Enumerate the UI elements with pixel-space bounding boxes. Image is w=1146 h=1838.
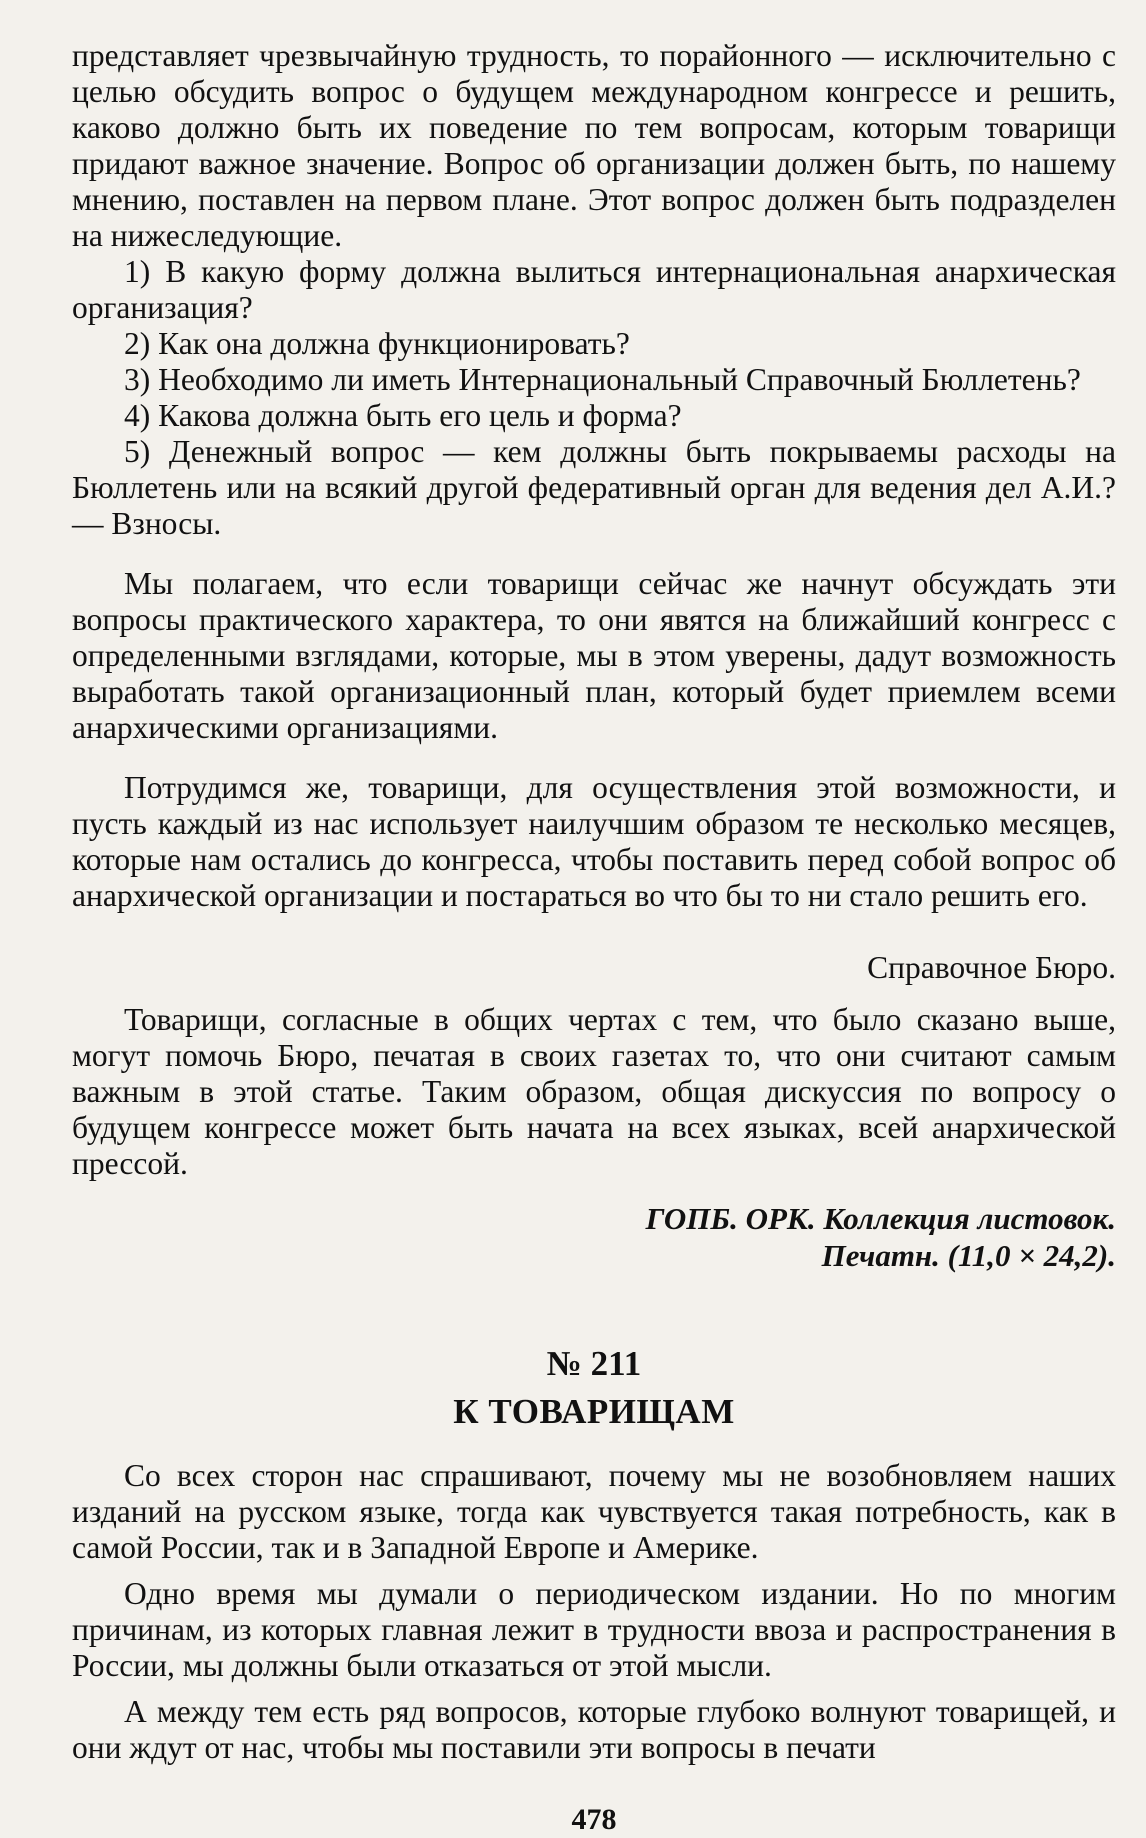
archive-source-note [72,1200,1116,1274]
document-number: № 211 [546,1344,642,1383]
list-item-question-2: 2) Как она должна функционировать? [124,326,630,361]
page-number: 478 [571,1803,617,1836]
paragraph-organization-question: представляет чрезвычайную трудность, то порайонного — исключительно с целью обсудить вопрос о будущем международном конгрессе и решить, каково должно быть их поведение по тем вопросам, которым товарищи придают важное значение. Вопрос об организации должен быть, по нашему мнению, поставлен на первом плане. Этот вопрос должен быть подразделен на нижеследующие. [72,38,1116,253]
list-item-question-5: 5) Денежный вопрос — кем должны быть покрываемы расходы на Бюллетень или на всякий другой федеративный орган для ведения дел А.И.? — Взносы. [72,434,1116,541]
paragraph-publications-question: Со всех сторон нас спрашивают, почему мы не возобновляем наших изданий на русском языке, тогда как чувствуется такая потребность, как в самой России, так и в Западной Европе и Америке. [72,1458,1116,1565]
archive-source-line-2: Печатн. (11,0 × 24,2). [821,1238,1116,1273]
paragraph-questions-for-comrades: А между тем есть ряд вопросов, которые глубоко волнуют товарищей, и они ждут от нас, чтобы мы поставили эти вопросы в печати [72,1694,1116,1765]
list-item-question-1: 1) В какую форму должна вылиться интернациональная анархическая организация? [72,254,1116,325]
signature-reference-bureau: Справочное Бюро. [867,950,1116,985]
list-item-question-3: 3) Необходимо ли иметь Интернациональный Справочный Бюллетень? [124,362,1081,397]
paragraph-postscript: Товарищи, согласные в общих чертах с тем, что было сказано выше, могут помочь Бюро, печатая в своих газетах то, что они считают самым важным в этой статье. Таким образом, общая дискуссия по вопросу о будущем конгрессе может быть начата на всех языках, всей анархической прессой. [72,1002,1116,1181]
book-page [72,38,1116,1836]
document-title: К ТОВАРИЩАМ [453,1392,735,1431]
paragraph-call-to-action: Потрудимся же, товарищи, для осуществления этой возможности, и пусть каждый из нас использует наилучшим образом те несколько месяцев, которые нам остались до конгресса, чтобы поставить перед собой вопрос об анархической организации и постараться во что бы то ни стало решить его. [72,770,1116,913]
archive-source-line-1: ГОПБ. ОРК. Коллекция листовок. [645,1201,1116,1236]
paragraph-practical-questions: Мы полагаем, что если товарищи сейчас же начнут обсуждать эти вопросы практического характера, то они явятся на ближайший конгресс с определенными взглядами, которые, мы в этом уверены, дадут возможность выработать такой организационный план, который будет приемлем всеми анархическими организациями. [72,566,1116,745]
paragraph-periodical: Одно время мы думали о периодическом издании. Но по многим причинам, из которых главная лежит в трудности ввоза и распространения в России, мы должны были отказаться от этой мысли. [72,1576,1116,1683]
list-item-question-4: 4) Какова должна быть его цель и форма? [124,398,682,433]
